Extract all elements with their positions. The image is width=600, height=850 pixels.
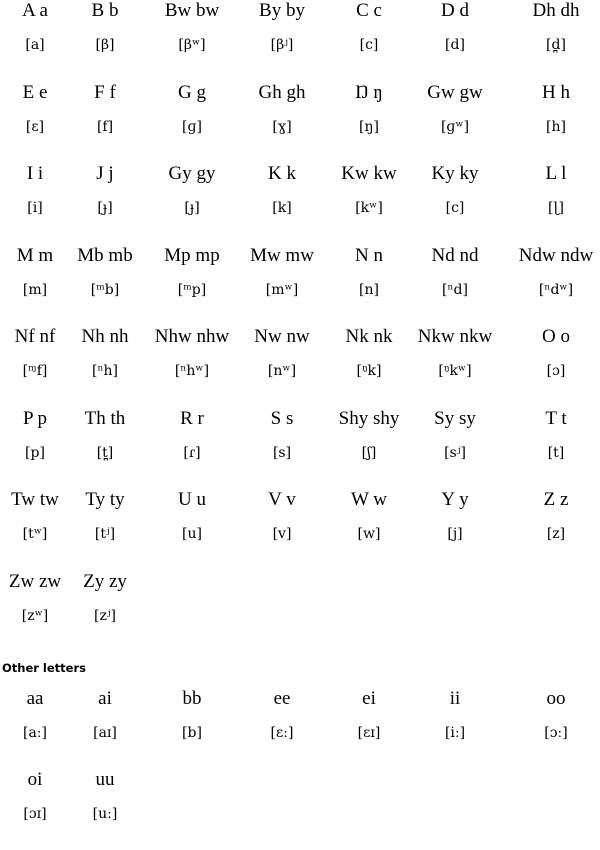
ipa-transcription: [tʲ]	[94, 526, 116, 542]
ipa-transcription: [ɔ]	[546, 363, 566, 379]
ipa-transcription: [ɛɪ]	[357, 725, 381, 741]
letter-glyph: Gy gy	[168, 163, 216, 184]
letter-glyph: Th th	[84, 407, 126, 429]
ipa-transcription: [h]	[546, 118, 566, 135]
letter-glyph: oi	[27, 769, 43, 790]
letter-glyph: Ŋ ŋ	[355, 81, 383, 103]
letter-glyph: T t	[545, 407, 567, 429]
ipa-transcription: [iː]	[444, 725, 466, 741]
letter-glyph: ai	[98, 688, 112, 709]
letter-glyph: ii	[449, 688, 461, 709]
ipa-transcription: [ɔː]	[544, 725, 568, 741]
ipa-transcription: [j]	[447, 526, 463, 542]
ipa-transcription: [p]	[25, 444, 45, 461]
letter-glyph: D d	[441, 0, 469, 21]
letter-glyph: aa	[26, 688, 44, 709]
letter-glyph: Sy sy	[434, 407, 476, 429]
letter-glyph: Kw kw	[341, 163, 397, 184]
ipa-transcription: [ɟ]	[184, 200, 200, 216]
letter-glyph: Gh gh	[258, 81, 306, 103]
ipa-transcription: [f]	[96, 118, 114, 135]
letter-glyph: Z z	[543, 489, 569, 510]
ipa-transcription: [uː]	[92, 806, 118, 822]
letter-glyph: Mb mb	[77, 244, 133, 266]
letter-glyph: P p	[22, 407, 48, 429]
ipa-transcription: [βʲ]	[270, 37, 294, 53]
letter-row	[0, 408, 600, 490]
ipa-transcription: [ᶬf]	[22, 363, 48, 379]
ipa-transcription: [ɭ]	[547, 200, 564, 216]
letter-glyph: Nh nh	[81, 326, 129, 347]
letter-row	[0, 163, 600, 245]
ipa-transcription: [aɪ]	[93, 725, 117, 741]
letter-glyph: O o	[542, 326, 570, 347]
ipa-transcription: [ⁿdʷ]	[538, 281, 574, 298]
ipa-transcription: [z]	[546, 526, 566, 542]
letter-glyph: H h	[542, 81, 570, 103]
letter-row	[0, 245, 600, 327]
letter-glyph: Mp mp	[164, 244, 220, 266]
letter-row	[0, 688, 600, 769]
ipa-transcription: [d]	[445, 37, 465, 53]
ipa-transcription: [ᵐp]	[177, 281, 207, 298]
other-letters-heading: Other letters	[2, 661, 86, 675]
letter-glyph: V v	[268, 489, 296, 510]
ipa-transcription: [zʲ]	[94, 607, 116, 624]
letter-glyph: R r	[180, 407, 204, 429]
ipa-transcription: [s]	[272, 444, 292, 461]
ipa-transcription: [u]	[182, 526, 202, 542]
letter-glyph: Nw nw	[254, 326, 310, 347]
ipa-transcription: [ɾ]	[183, 444, 201, 461]
ipa-transcription: [ⁿd]	[442, 281, 468, 298]
other-letters-table	[0, 688, 600, 850]
ipa-transcription: [aː]	[23, 725, 47, 741]
letter-glyph: Nkw nkw	[417, 326, 493, 347]
letter-glyph: L l	[545, 163, 567, 184]
ipa-transcription: [ᵐb]	[90, 281, 120, 298]
letter-row	[0, 0, 600, 82]
ipa-transcription: [kʷ]	[355, 200, 383, 216]
letter-glyph: Tw tw	[11, 489, 59, 510]
letter-glyph: M m	[16, 244, 54, 266]
letter-glyph: G g	[178, 81, 206, 103]
ipa-transcription: [a]	[25, 37, 45, 53]
letter-glyph: A a	[22, 0, 48, 21]
letter-glyph: F f	[94, 81, 116, 103]
letter-row	[0, 571, 600, 653]
letter-row	[0, 82, 600, 164]
letter-glyph: Bw bw	[164, 0, 220, 21]
ipa-transcription: [tʷ]	[22, 526, 48, 542]
letter-glyph: Nf nf	[14, 326, 56, 347]
letter-glyph: J j	[96, 163, 114, 184]
ipa-transcription: [c]	[445, 200, 465, 216]
letter-glyph: Y y	[441, 489, 469, 510]
ipa-transcription: [ɣ]	[272, 118, 292, 135]
letter-glyph: C c	[356, 0, 382, 21]
ipa-transcription: [t]	[547, 444, 565, 461]
ipa-transcription: [m]	[22, 281, 48, 298]
ipa-transcription: [d̪]	[546, 37, 566, 53]
letter-glyph: S s	[270, 407, 294, 429]
letter-glyph: Gw gw	[427, 81, 483, 103]
letter-glyph: oo	[546, 688, 566, 709]
letter-row	[0, 769, 600, 850]
letter-glyph: Shy shy	[338, 407, 400, 429]
ipa-transcription: [ʃ]	[361, 444, 377, 461]
letter-glyph: N n	[355, 244, 383, 266]
letter-glyph: Ty ty	[85, 489, 125, 510]
ipa-transcription: [ɛː]	[270, 725, 294, 741]
ipa-transcription: [ⁿhʷ]	[174, 363, 210, 379]
letter-glyph: E e	[22, 81, 48, 103]
ipa-transcription: [β]	[95, 37, 115, 53]
ipa-transcription: [c]	[359, 37, 379, 53]
letter-row	[0, 489, 600, 571]
ipa-transcription: [b]	[182, 725, 202, 741]
ipa-transcription: [ɡ]	[182, 118, 202, 135]
ipa-transcription: [mʷ]	[265, 281, 299, 298]
letter-glyph: Nhw nhw	[154, 326, 230, 347]
letter-glyph: Zy zy	[83, 570, 127, 592]
ipa-transcription: [ɛ]	[25, 118, 45, 135]
letter-glyph: bb	[182, 688, 202, 709]
ipa-transcription: [βʷ]	[178, 37, 206, 53]
ipa-transcription: [ᵑk]	[356, 363, 382, 379]
ipa-transcription: [ⁿh]	[92, 363, 118, 379]
ipa-transcription: [v]	[272, 526, 292, 542]
letter-glyph: B b	[91, 0, 119, 21]
letter-glyph: Zw zw	[8, 570, 62, 592]
letter-glyph: Nk nk	[345, 326, 393, 347]
ipa-transcription: [n]	[359, 281, 379, 298]
letter-glyph: W w	[350, 489, 388, 510]
ipa-transcription: [ŋ]	[359, 118, 379, 135]
letter-glyph: Mw mw	[250, 244, 314, 266]
ipa-transcription: [nʷ]	[267, 363, 297, 379]
letter-glyph: Ndw ndw	[518, 244, 594, 266]
letter-glyph: U u	[178, 489, 206, 510]
letter-glyph: Ky ky	[431, 163, 479, 184]
ipa-transcription: [ᵑkʷ]	[438, 363, 472, 379]
ipa-transcription: [ɔɪ]	[23, 806, 47, 822]
letter-glyph: K k	[268, 163, 296, 184]
letter-glyph: ee	[273, 688, 291, 709]
ipa-transcription: [zʷ]	[21, 607, 49, 624]
ipa-transcription: [ɡʷ]	[440, 118, 470, 135]
letter-glyph: uu	[95, 769, 115, 790]
letter-row	[0, 326, 600, 408]
letter-glyph: Nd nd	[431, 244, 479, 266]
ipa-transcription: [k]	[272, 200, 292, 216]
ipa-transcription: [sʲ]	[444, 444, 466, 461]
ipa-transcription: [ɟ]	[97, 200, 113, 216]
letter-glyph: ei	[362, 688, 376, 709]
letter-glyph: By by	[259, 0, 305, 21]
letter-glyph: Dh dh	[532, 0, 580, 21]
ipa-transcription: [t̪]	[96, 444, 114, 461]
letter-glyph: I i	[26, 163, 44, 184]
ipa-transcription: [i]	[27, 200, 43, 216]
ipa-transcription: [w]	[357, 526, 381, 542]
